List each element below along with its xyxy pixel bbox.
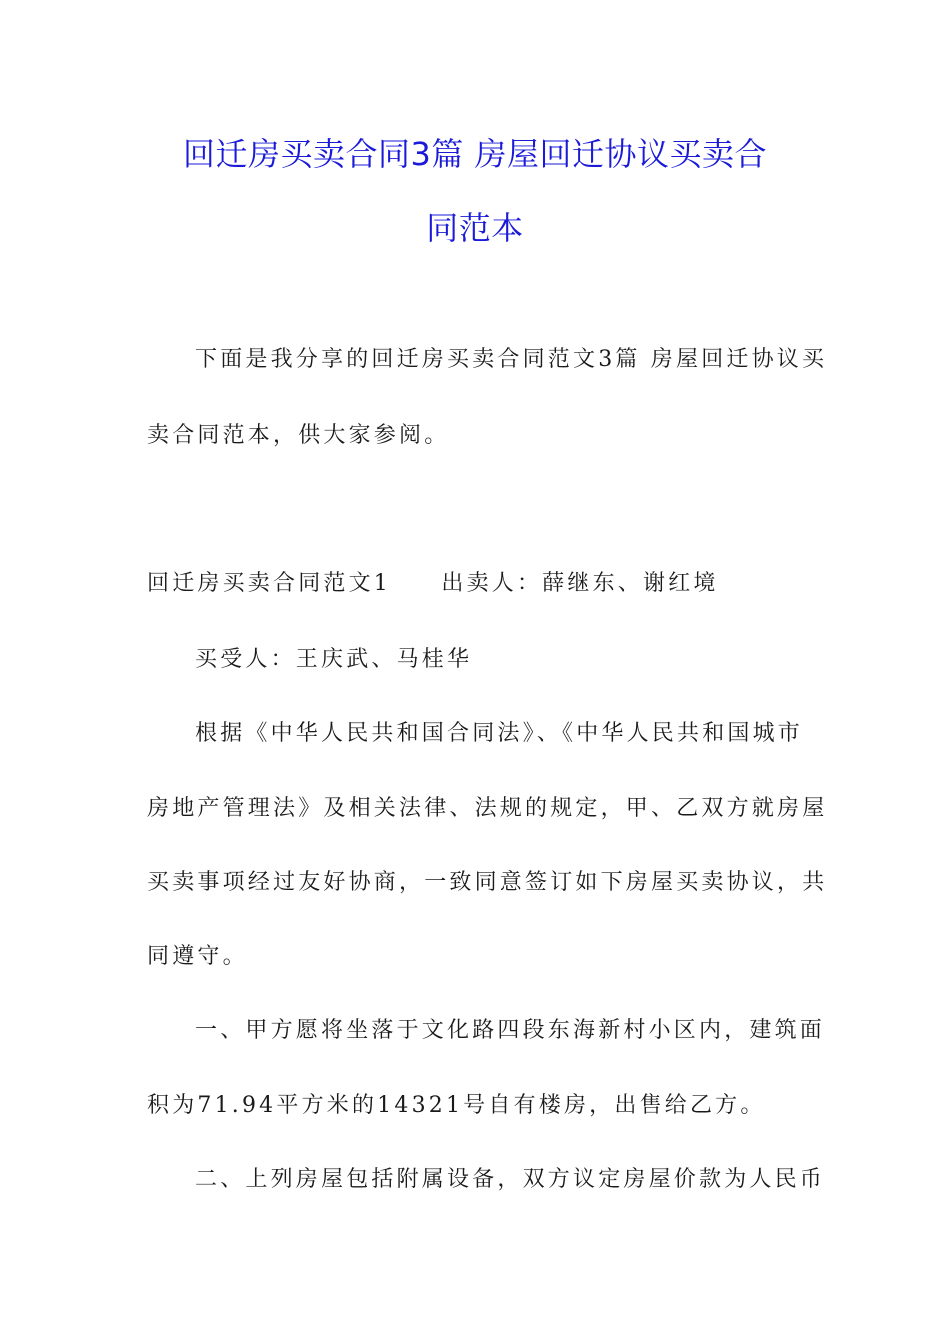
section-heading: 回迁房买卖合同范文1 出卖人：薛继东、谢红境 [147, 571, 719, 596]
document-title-line-1: 回迁房买卖合同3篇 房屋回迁协议买卖合 [182, 135, 768, 173]
paragraph-1-line-4: 同遵守。 [147, 944, 248, 969]
paragraph-1-line-1: 根据《中华人民共和国合同法》、《中华人民共和国城市 [195, 721, 804, 746]
paragraph-2-line-2: 积为71.94平方米的14321号自有楼房，出售给乙方。 [147, 1093, 766, 1118]
document-title-line-2: 同范本 [426, 209, 524, 247]
intro-line-1: 下面是我分享的回迁房买卖合同范文3篇 房屋回迁协议买 [195, 347, 828, 372]
paragraph-1-line-3: 买卖事项经过友好协商，一致同意签订如下房屋买卖协议，共 [147, 870, 828, 895]
paragraph-2-line-1: 一、甲方愿将坐落于文化路四段东海新村小区内，建筑面 [195, 1018, 826, 1043]
paragraph-3-line-1: 二、上列房屋包括附属设备，双方议定房屋价款为人民币 [195, 1167, 826, 1192]
intro-line-2: 卖合同范本，供大家参阅。 [147, 423, 450, 448]
paragraph-1-line-2: 房地产管理法》及相关法律、法规的规定，甲、乙双方就房屋 [147, 796, 828, 821]
buyer-line: 买受人：王庆武、马桂华 [195, 647, 473, 672]
